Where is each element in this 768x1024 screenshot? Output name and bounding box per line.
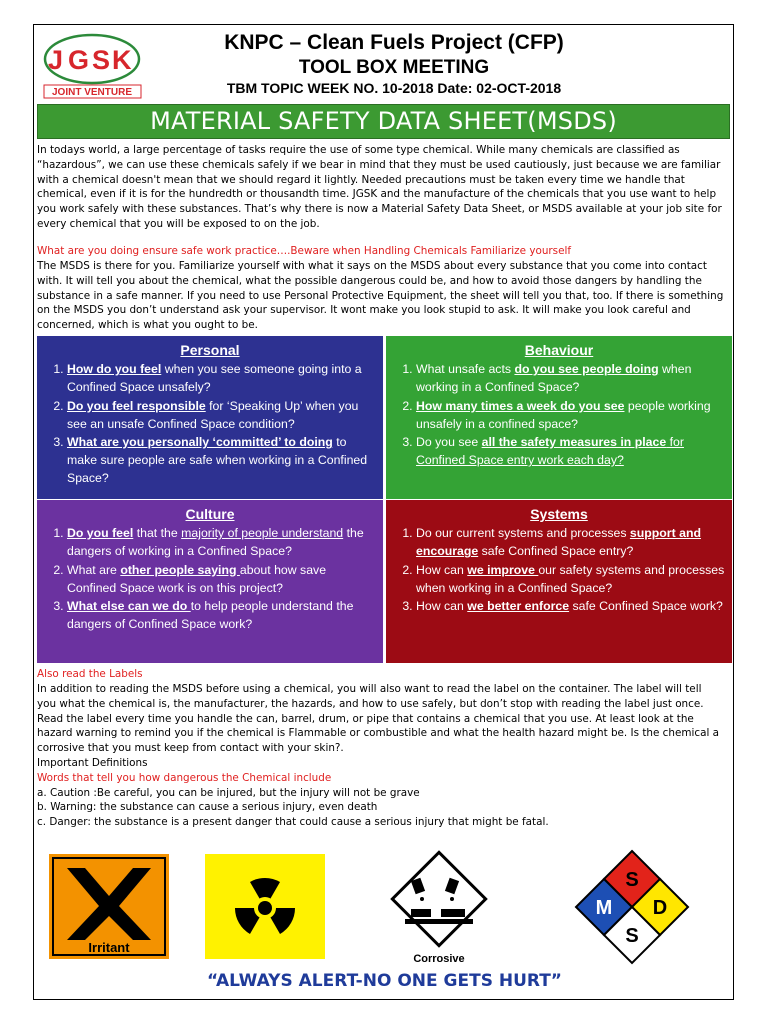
corrosive-label: Corrosive: [413, 953, 465, 965]
culture-panel: [37, 500, 383, 663]
item-text: Do our current systems and processes: [416, 526, 630, 541]
item-emphasis: we improve: [467, 562, 539, 577]
intro-line: you work safely with these substances. That’s why there is now a Material Safety Data Sheet, or MSDS available at your job site for: [37, 203, 722, 216]
section-heading: What are you doing ensure safe work practice….Beware when Handling Chemicals Familiarize yourself: [37, 245, 572, 257]
item-text: What unsafe acts: [416, 362, 515, 377]
document-page: [33, 24, 734, 1000]
item-text: How can: [416, 562, 468, 577]
radiation-sign: [205, 854, 325, 964]
item-emphasis: Do you feel: [67, 526, 134, 541]
item-text: for Confined Space entry work each day?: [416, 435, 684, 468]
item-emphasis: all the safety measures in place: [481, 435, 667, 450]
personal-panel: [37, 336, 383, 499]
list-item: [416, 561, 726, 597]
personal-title: Personal: [180, 342, 240, 358]
item-text: What are: [67, 562, 121, 577]
list-item: [416, 524, 726, 560]
behaviour-panel: [386, 336, 732, 499]
msds-paragraph: [37, 259, 731, 333]
list-item: [67, 433, 377, 488]
list-item: [416, 360, 726, 396]
labels-heading: Also read the Labels: [37, 668, 143, 680]
item-emphasis: What else can we do: [67, 599, 191, 614]
intro-line: In todays world, a large percentage of tasks require the use of some type chemical. While many chemicals are classified as: [37, 144, 680, 156]
list-item: [67, 360, 377, 396]
list-item: [67, 397, 377, 433]
systems-title: Systems: [530, 506, 588, 522]
list-item: [67, 524, 377, 560]
list-item: [67, 597, 377, 633]
list-item: [67, 561, 377, 597]
item-text: our safety systems and processes when working in a Confined Space?: [416, 562, 725, 595]
item-text: that the: [133, 526, 182, 541]
definition-warning: b. Warning: the substance can cause a serious injury, even death: [37, 801, 378, 814]
logo-letter-g: G: [68, 45, 90, 75]
definition-caution: a. Caution :Be careful, you can be injured, but the injury will not be grave: [37, 786, 420, 799]
item-text: about how save Confined Space work is on this project?: [67, 562, 327, 595]
corrosive-sign: [369, 849, 509, 972]
msds-diamond: [557, 848, 707, 971]
definition-danger: c. Danger: the substance is a present danger that could cause a serious injury that might be fatal.: [37, 816, 549, 829]
item-text: when working in a Confined Space?: [416, 362, 692, 395]
intro-line: “hazardous”, we can use these chemicals safely if we bear in mind that they must be used cautiously, just because we are familiar: [37, 158, 721, 171]
document-subtitle: TOOL BOX MEETING: [298, 57, 490, 78]
msds-line: on the MSDS you don’t understand ask your supervisor. It wont make you look stupid to ask. It will make you look careful and: [37, 304, 691, 317]
systems-panel: [386, 500, 732, 663]
list-item: [416, 433, 726, 469]
labels-line: In addition to reading the MSDS before using a chemical, you will also want to read the label on the container. The label will tell: [37, 683, 702, 695]
item-text: Do you see: [416, 435, 482, 450]
irritant-label: Irritant: [88, 940, 130, 955]
logo-caption: JOINT VENTURE: [51, 87, 133, 98]
behaviour-title: Behaviour: [524, 342, 594, 358]
msds-line: concerned, which is what you ought to be.: [37, 319, 258, 332]
item-text: safe Confined Space work?: [569, 599, 723, 614]
document-meta: TBM TOPIC WEEK NO. 10-2018 Date: 02-OCT-2018: [226, 80, 562, 96]
words-heading: Words that tell you how dangerous the Chemical include: [37, 771, 332, 784]
labels-line: Read the label every time you handle the can, barrel, drum, or pipe that contains a chemical that you use. At least look at the: [37, 712, 694, 725]
labels-paragraph: [37, 682, 731, 830]
labels-line: hazard warning to remind you if the chemical is Flammable or combustible and what the health hazard might be. Is the chemical a: [37, 727, 720, 740]
item-emphasis: we better enforce: [467, 599, 570, 614]
definitions-title: Important Definitions: [37, 756, 148, 769]
item-text: the dangers of working in a Confined Space?: [67, 526, 364, 559]
item-text: for ‘Speaking Up’ when you see an unsafe Confined Space condition?: [67, 398, 359, 431]
safety-slogan: “ALWAYS ALERT-NO ONE GETS HURT”: [207, 971, 562, 991]
item-emphasis: Do you feel responsible: [67, 398, 206, 413]
labels-line: corrosive that you must keep from contact with your skin?.: [37, 742, 344, 755]
labels-line: you what the chemical is, the manufacturer, the hazards, and how to use safely, but don’t stop with reading the label just once.: [37, 697, 704, 710]
item-text: when you see someone going into a Confined Space unsafely?: [67, 362, 362, 395]
item-text: How can: [416, 599, 468, 614]
logo-letter-k: K: [112, 45, 132, 75]
item-text: to make sure people are safe when working in a Confined Space?: [67, 435, 368, 486]
culture-title: Culture: [185, 506, 235, 522]
item-emphasis: other people saying: [120, 562, 240, 577]
culture-list: [67, 524, 377, 633]
item-emphasis: do you see people doing: [514, 362, 659, 377]
personal-list: [67, 360, 377, 487]
document-title: KNPC – Clean Fuels Project (CFP): [224, 31, 564, 54]
item-emphasis: support and encourage: [416, 526, 701, 559]
diamond-letter-top: S: [625, 869, 639, 891]
intro-paragraph: [37, 143, 731, 232]
msds-line: substance in a safe manner. If you need to use Personal Protective Equipment, the sheet will tell you that, too. If there is something: [37, 289, 724, 302]
item-underline: majority of people understand: [181, 526, 344, 541]
item-text: safe Confined Space entry?: [478, 544, 634, 559]
diamond-letter-left: M: [595, 897, 613, 919]
list-item: [416, 397, 726, 433]
behaviour-list: [416, 360, 726, 469]
msds-line: The MSDS is there for you. Familiarize yourself with what it says on the MSDS about every substance that you come into contact: [37, 260, 707, 272]
item-emphasis: What are you personally ‘committed’ to doing: [67, 435, 333, 450]
topic-banner: MATERIAL SAFETY DATA SHEET(MSDS): [37, 104, 730, 139]
logo-letter-j: J: [48, 45, 64, 75]
item-emphasis: How do you feel: [67, 362, 162, 377]
intro-line: every chemical that you will be exposed to on the job.: [37, 217, 320, 230]
diamond-letter-right: D: [652, 897, 668, 919]
logo-letter-s: S: [92, 45, 111, 75]
msds-line: with. It will tell you about the chemical, what the possible dangerous could be, and how to avoid those dangers by handling the: [37, 274, 702, 287]
systems-list: [416, 524, 726, 615]
jgsk-logo: [41, 31, 144, 99]
intro-line: with a chemical doesn't mean that we should regard it lightly. Needed precautions must be taken every time we handle that: [37, 173, 685, 186]
irritant-sign: [49, 854, 169, 964]
list-item: [416, 597, 726, 615]
item-text: people working unsafely in a confined space?: [416, 398, 711, 431]
item-emphasis: How many times a week do you see: [416, 398, 625, 413]
item-text: to help people understand the dangers of Confined Space work?: [67, 599, 354, 632]
intro-line: chemical, even if it is for the hundredth or thousandth time. JGSK and the manufacture of the chemicals that you use want to help: [37, 188, 717, 201]
diamond-letter-bottom: S: [625, 925, 639, 947]
